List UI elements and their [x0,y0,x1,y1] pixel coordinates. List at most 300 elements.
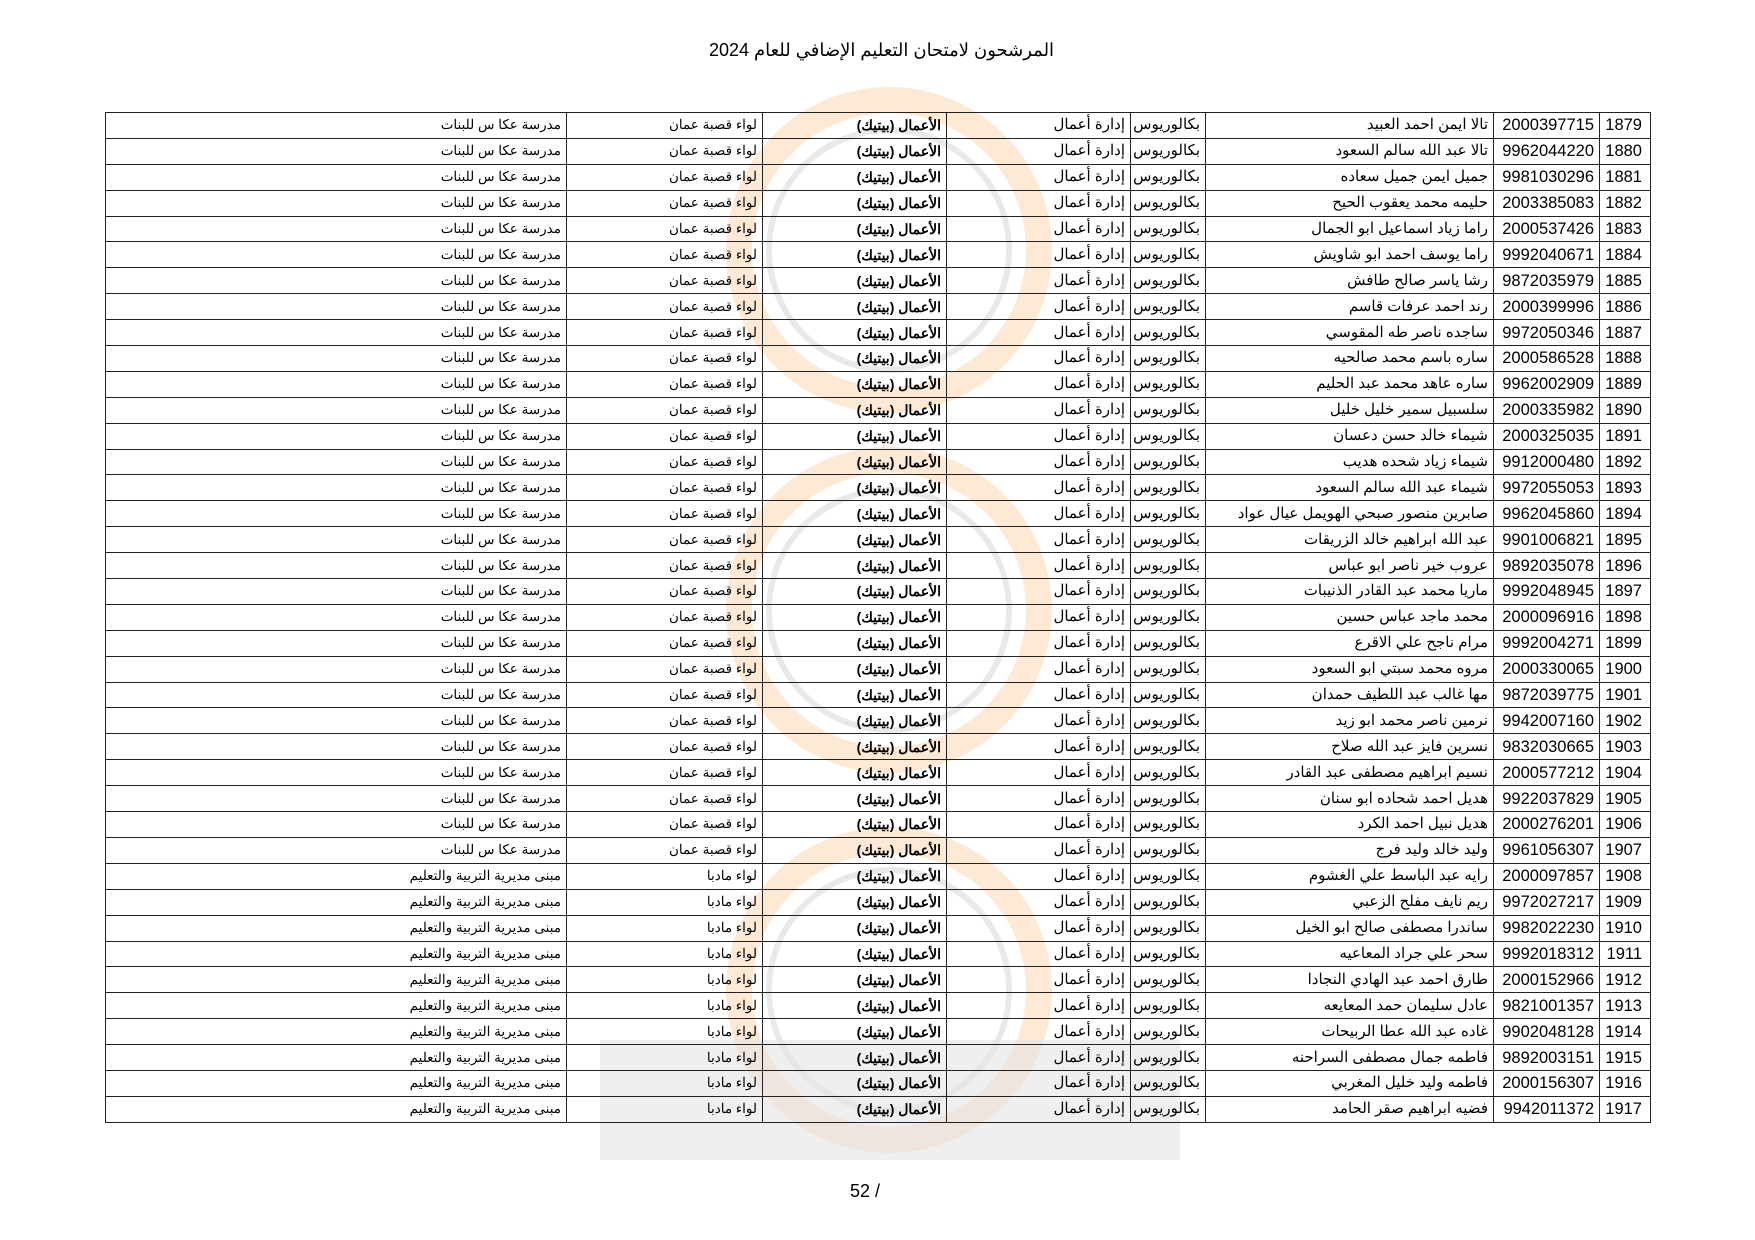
table-row [106,164,1651,190]
degree-cell: بكالوريوس [1131,1070,1206,1096]
district-cell: لواء قصبة عمان [567,837,763,863]
degree-cell: بكالوريوس [1131,604,1206,630]
national-id-cell: 2000156307 [1494,1070,1600,1096]
candidate-name-cell: سحر علي جراد المعاعيه [1206,941,1494,967]
degree-cell: بكالوريوس [1131,941,1206,967]
candidate-name-cell: ساندرا مصطفى صالح ابو الخيل [1206,915,1494,941]
specialization-cell: الأعمال (بيتيك) [763,320,947,346]
district-cell: لواء قصبة عمان [567,320,763,346]
district-cell: لواء مادبا [567,863,763,889]
exam-center-cell: مبنى مديرية التربية والتعليم [106,915,567,941]
row-number-cell: 1879 [1600,113,1651,139]
major-cell: إدارة أعمال [947,527,1131,553]
national-id-cell: 2000577212 [1494,760,1600,786]
major-cell: إدارة أعمال [947,449,1131,475]
row-number-cell: 1901 [1600,682,1651,708]
degree-cell: بكالوريوس [1131,993,1206,1019]
major-cell: إدارة أعمال [947,993,1131,1019]
candidate-name-cell: نرمين ناصر محمد ابو زيد [1206,708,1494,734]
major-cell: إدارة أعمال [947,113,1131,139]
table-row [106,397,1651,423]
candidates-table [105,112,1651,1123]
major-cell: إدارة أعمال [947,760,1131,786]
exam-center-cell: مدرسة عكا س للبنات [106,604,567,630]
candidate-name-cell: رايه عبد الباسط علي الغشوم [1206,863,1494,889]
exam-center-cell: مدرسة عكا س للبنات [106,682,567,708]
table-row [106,863,1651,889]
exam-center-cell: مدرسة عكا س للبنات [106,138,567,164]
row-number-cell: 1914 [1600,1019,1651,1045]
national-id-cell: 9892035078 [1494,553,1600,579]
row-number-cell: 1880 [1600,138,1651,164]
row-number-cell: 1896 [1600,553,1651,579]
major-cell: إدارة أعمال [947,475,1131,501]
district-cell: لواء مادبا [567,941,763,967]
specialization-cell: الأعمال (بيتيك) [763,423,947,449]
national-id-cell: 9972027217 [1494,889,1600,915]
major-cell: إدارة أعمال [947,837,1131,863]
major-cell: إدارة أعمال [947,553,1131,579]
district-cell: لواء قصبة عمان [567,786,763,812]
specialization-cell: الأعمال (بيتيك) [763,397,947,423]
row-number-cell: 1883 [1600,216,1651,242]
district-cell: لواء مادبا [567,967,763,993]
specialization-cell: الأعمال (بيتيك) [763,475,947,501]
national-id-cell: 2000537426 [1494,216,1600,242]
candidate-name-cell: رند احمد عرفات قاسم [1206,294,1494,320]
exam-center-cell: مبنى مديرية التربية والتعليم [106,1019,567,1045]
major-cell: إدارة أعمال [947,812,1131,838]
specialization-cell: الأعمال (بيتيك) [763,294,947,320]
national-id-cell: 9962044220 [1494,138,1600,164]
district-cell: لواء قصبة عمان [567,346,763,372]
national-id-cell: 2000276201 [1494,812,1600,838]
row-number-cell: 1890 [1600,397,1651,423]
district-cell: لواء قصبة عمان [567,113,763,139]
exam-center-cell: مبنى مديرية التربية والتعليم [106,941,567,967]
specialization-cell: الأعمال (بيتيك) [763,1096,947,1122]
specialization-cell: الأعمال (بيتيك) [763,682,947,708]
national-id-cell: 9942007160 [1494,708,1600,734]
row-number-cell: 1882 [1600,190,1651,216]
degree-cell: بكالوريوس [1131,190,1206,216]
table-row [106,242,1651,268]
degree-cell: بكالوريوس [1131,320,1206,346]
district-cell: لواء مادبا [567,1096,763,1122]
candidate-name-cell: رشا ياسر صالح طافش [1206,268,1494,294]
national-id-cell: 2000097857 [1494,863,1600,889]
exam-center-cell: مدرسة عكا س للبنات [106,656,567,682]
exam-center-cell: مدرسة عكا س للبنات [106,216,567,242]
specialization-cell: الأعمال (بيتيك) [763,837,947,863]
exam-center-cell: مدرسة عكا س للبنات [106,397,567,423]
candidate-name-cell: تالا عبد الله سالم السعود [1206,138,1494,164]
table-row [106,656,1651,682]
national-id-cell: 2000586528 [1494,346,1600,372]
national-id-cell: 9982022230 [1494,915,1600,941]
row-number-cell: 1903 [1600,734,1651,760]
specialization-cell: الأعمال (بيتيك) [763,1019,947,1045]
candidate-name-cell: غاده عبد الله عطا الربيحات [1206,1019,1494,1045]
district-cell: لواء قصبة عمان [567,553,763,579]
exam-center-cell: مبنى مديرية التربية والتعليم [106,1096,567,1122]
exam-center-cell: مدرسة عكا س للبنات [106,346,567,372]
district-cell: لواء قصبة عمان [567,423,763,449]
table-row [106,190,1651,216]
national-id-cell: 9992048945 [1494,579,1600,605]
candidate-name-cell: حليمه محمد يعقوب الحيح [1206,190,1494,216]
national-id-cell: 2000399996 [1494,294,1600,320]
major-cell: إدارة أعمال [947,1070,1131,1096]
candidate-name-cell: وليد خالد وليد فرج [1206,837,1494,863]
national-id-cell: 2000335982 [1494,397,1600,423]
exam-center-cell: مدرسة عكا س للبنات [106,786,567,812]
row-number-cell: 1886 [1600,294,1651,320]
exam-center-cell: مبنى مديرية التربية والتعليم [106,967,567,993]
national-id-cell: 9901006821 [1494,527,1600,553]
district-cell: لواء قصبة عمان [567,812,763,838]
candidate-name-cell: فضيه ابراهيم صقر الحامد [1206,1096,1494,1122]
degree-cell: بكالوريوس [1131,475,1206,501]
major-cell: إدارة أعمال [947,889,1131,915]
degree-cell: بكالوريوس [1131,656,1206,682]
national-id-cell: 9972050346 [1494,320,1600,346]
national-id-cell: 2000397715 [1494,113,1600,139]
candidate-name-cell: ريم نايف مفلح الزعبي [1206,889,1494,915]
district-cell: لواء مادبا [567,915,763,941]
candidate-name-cell: سلسبيل سمير خليل خليل [1206,397,1494,423]
major-cell: إدارة أعمال [947,423,1131,449]
exam-center-cell: مدرسة عكا س للبنات [106,371,567,397]
degree-cell: بكالوريوس [1131,837,1206,863]
national-id-cell: 2000152966 [1494,967,1600,993]
exam-center-cell: مدرسة عكا س للبنات [106,242,567,268]
degree-cell: بكالوريوس [1131,734,1206,760]
exam-center-cell: مدرسة عكا س للبنات [106,501,567,527]
exam-center-cell: مدرسة عكا س للبنات [106,113,567,139]
row-number-cell: 1915 [1600,1045,1651,1071]
degree-cell: بكالوريوس [1131,863,1206,889]
district-cell: لواء قصبة عمان [567,164,763,190]
exam-center-cell: مدرسة عكا س للبنات [106,527,567,553]
specialization-cell: الأعمال (بيتيك) [763,113,947,139]
major-cell: إدارة أعمال [947,268,1131,294]
exam-center-cell: مبنى مديرية التربية والتعليم [106,993,567,1019]
table-row [106,423,1651,449]
exam-center-cell: مدرسة عكا س للبنات [106,837,567,863]
specialization-cell: الأعمال (بيتيك) [763,760,947,786]
district-cell: لواء قصبة عمان [567,579,763,605]
candidate-name-cell: عروب خير ناصر ابو عباس [1206,553,1494,579]
row-number-cell: 1902 [1600,708,1651,734]
major-cell: إدارة أعمال [947,164,1131,190]
page-number: 52 / [850,1181,881,1201]
specialization-cell: الأعمال (بيتيك) [763,371,947,397]
exam-center-cell: مدرسة عكا س للبنات [106,423,567,449]
row-number-cell: 1916 [1600,1070,1651,1096]
major-cell: إدارة أعمال [947,708,1131,734]
table-row [106,346,1651,372]
row-number-cell: 1894 [1600,501,1651,527]
specialization-cell: الأعمال (بيتيك) [763,786,947,812]
major-cell: إدارة أعمال [947,371,1131,397]
exam-center-cell: مدرسة عكا س للبنات [106,708,567,734]
district-cell: لواء قصبة عمان [567,760,763,786]
major-cell: إدارة أعمال [947,786,1131,812]
district-cell: لواء قصبة عمان [567,656,763,682]
table-row [106,630,1651,656]
exam-center-cell: مبنى مديرية التربية والتعليم [106,889,567,915]
major-cell: إدارة أعمال [947,320,1131,346]
candidate-name-cell: صابرين منصور صبحي الهويمل عيال عواد [1206,501,1494,527]
candidate-name-cell: شيماء عبد الله سالم السعود [1206,475,1494,501]
table-row [106,760,1651,786]
major-cell: إدارة أعمال [947,630,1131,656]
district-cell: لواء قصبة عمان [567,268,763,294]
degree-cell: بكالوريوس [1131,371,1206,397]
candidate-name-cell: راما زياد اسماعيل ابو الجمال [1206,216,1494,242]
major-cell: إدارة أعمال [947,138,1131,164]
specialization-cell: الأعمال (بيتيك) [763,449,947,475]
district-cell: لواء قصبة عمان [567,682,763,708]
row-number-cell: 1910 [1600,915,1651,941]
exam-center-cell: مدرسة عكا س للبنات [106,268,567,294]
degree-cell: بكالوريوس [1131,216,1206,242]
district-cell: لواء قصبة عمان [567,734,763,760]
major-cell: إدارة أعمال [947,1019,1131,1045]
table-row [106,708,1651,734]
candidate-name-cell: مروه محمد سبتي ابو السعود [1206,656,1494,682]
specialization-cell: الأعمال (بيتيك) [763,889,947,915]
exam-center-cell: مبنى مديرية التربية والتعليم [106,1070,567,1096]
national-id-cell: 9942011372 [1494,1096,1600,1122]
table-row [106,553,1651,579]
candidate-name-cell: فاطمه جمال مصطفى السراحنه [1206,1045,1494,1071]
exam-center-cell: مدرسة عكا س للبنات [106,630,567,656]
national-id-cell: 9872035979 [1494,268,1600,294]
row-number-cell: 1885 [1600,268,1651,294]
major-cell: إدارة أعمال [947,190,1131,216]
degree-cell: بكالوريوس [1131,708,1206,734]
exam-center-cell: مبنى مديرية التربية والتعليم [106,863,567,889]
table-row [106,579,1651,605]
candidate-name-cell: تالا ايمن احمد العبيد [1206,113,1494,139]
candidate-name-cell: راما يوسف احمد ابو شاويش [1206,242,1494,268]
row-number-cell: 1908 [1600,863,1651,889]
row-number-cell: 1905 [1600,786,1651,812]
national-id-cell: 9992018312 [1494,941,1600,967]
table-row [106,604,1651,630]
row-number-cell: 1911 [1600,941,1651,967]
table-row [106,371,1651,397]
degree-cell: بكالوريوس [1131,1045,1206,1071]
specialization-cell: الأعمال (بيتيك) [763,967,947,993]
table-row [106,889,1651,915]
table-row [106,812,1651,838]
table-row [106,1045,1651,1071]
row-number-cell: 1904 [1600,760,1651,786]
degree-cell: بكالوريوس [1131,164,1206,190]
major-cell: إدارة أعمال [947,242,1131,268]
district-cell: لواء قصبة عمان [567,397,763,423]
candidate-name-cell: فاطمه وليد خليل المغربي [1206,1070,1494,1096]
national-id-cell: 2000096916 [1494,604,1600,630]
national-id-cell: 2000330065 [1494,656,1600,682]
national-id-cell: 9832030665 [1494,734,1600,760]
row-number-cell: 1900 [1600,656,1651,682]
national-id-cell: 9922037829 [1494,786,1600,812]
specialization-cell: الأعمال (بيتيك) [763,863,947,889]
row-number-cell: 1892 [1600,449,1651,475]
specialization-cell: الأعمال (بيتيك) [763,941,947,967]
degree-cell: بكالوريوس [1131,786,1206,812]
row-number-cell: 1891 [1600,423,1651,449]
national-id-cell: 9992004271 [1494,630,1600,656]
row-number-cell: 1887 [1600,320,1651,346]
district-cell: لواء مادبا [567,889,763,915]
national-id-cell: 9821001357 [1494,993,1600,1019]
major-cell: إدارة أعمال [947,915,1131,941]
specialization-cell: الأعمال (بيتيك) [763,242,947,268]
specialization-cell: الأعمال (بيتيك) [763,579,947,605]
national-id-cell: 2003385083 [1494,190,1600,216]
district-cell: لواء مادبا [567,1019,763,1045]
table-row [106,294,1651,320]
major-cell: إدارة أعمال [947,967,1131,993]
major-cell: إدارة أعمال [947,294,1131,320]
specialization-cell: الأعمال (بيتيك) [763,216,947,242]
candidate-name-cell: ساره باسم محمد صالحيه [1206,346,1494,372]
specialization-cell: الأعمال (بيتيك) [763,138,947,164]
degree-cell: بكالوريوس [1131,630,1206,656]
major-cell: إدارة أعمال [947,397,1131,423]
degree-cell: بكالوريوس [1131,760,1206,786]
specialization-cell: الأعمال (بيتيك) [763,708,947,734]
national-id-cell: 9972055053 [1494,475,1600,501]
specialization-cell: الأعمال (بيتيك) [763,190,947,216]
district-cell: لواء قصبة عمان [567,527,763,553]
exam-center-cell: مدرسة عكا س للبنات [106,320,567,346]
candidate-name-cell: عادل سليمان حمد المعايعه [1206,993,1494,1019]
degree-cell: بكالوريوس [1131,397,1206,423]
row-number-cell: 1917 [1600,1096,1651,1122]
degree-cell: بكالوريوس [1131,967,1206,993]
specialization-cell: الأعمال (بيتيك) [763,630,947,656]
degree-cell: بكالوريوس [1131,449,1206,475]
degree-cell: بكالوريوس [1131,113,1206,139]
row-number-cell: 1907 [1600,837,1651,863]
national-id-cell: 9961056307 [1494,837,1600,863]
table-row [106,1070,1651,1096]
row-number-cell: 1884 [1600,242,1651,268]
national-id-cell: 2000325035 [1494,423,1600,449]
exam-center-cell: مدرسة عكا س للبنات [106,449,567,475]
district-cell: لواء قصبة عمان [567,449,763,475]
district-cell: لواء قصبة عمان [567,708,763,734]
district-cell: لواء قصبة عمان [567,501,763,527]
specialization-cell: الأعمال (بيتيك) [763,346,947,372]
district-cell: لواء قصبة عمان [567,475,763,501]
table-row [106,993,1651,1019]
table-row [106,449,1651,475]
degree-cell: بكالوريوس [1131,682,1206,708]
degree-cell: بكالوريوس [1131,423,1206,449]
specialization-cell: الأعمال (بيتيك) [763,604,947,630]
candidate-name-cell: نسرين فايز عبد الله صلاح [1206,734,1494,760]
major-cell: إدارة أعمال [947,1096,1131,1122]
specialization-cell: الأعمال (بيتيك) [763,1070,947,1096]
specialization-cell: الأعمال (بيتيك) [763,734,947,760]
major-cell: إدارة أعمال [947,579,1131,605]
degree-cell: بكالوريوس [1131,242,1206,268]
specialization-cell: الأعمال (بيتيك) [763,527,947,553]
degree-cell: بكالوريوس [1131,553,1206,579]
degree-cell: بكالوريوس [1131,294,1206,320]
exam-center-cell: مدرسة عكا س للبنات [106,734,567,760]
candidate-name-cell: جميل ايمن جميل سعاده [1206,164,1494,190]
exam-center-cell: مدرسة عكا س للبنات [106,812,567,838]
candidate-name-cell: محمد ماجد عباس حسين [1206,604,1494,630]
national-id-cell: 9912000480 [1494,449,1600,475]
row-number-cell: 1909 [1600,889,1651,915]
national-id-cell: 9962002909 [1494,371,1600,397]
row-number-cell: 1895 [1600,527,1651,553]
district-cell: لواء قصبة عمان [567,371,763,397]
degree-cell: بكالوريوس [1131,527,1206,553]
specialization-cell: الأعمال (بيتيك) [763,164,947,190]
table-row [106,320,1651,346]
district-cell: لواء قصبة عمان [567,216,763,242]
candidate-name-cell: عبد الله ابراهيم خالد الزريقات [1206,527,1494,553]
table-row [106,113,1651,139]
degree-cell: بكالوريوس [1131,501,1206,527]
row-number-cell: 1889 [1600,371,1651,397]
candidate-name-cell: ساجده ناصر طه المقوسي [1206,320,1494,346]
degree-cell: بكالوريوس [1131,889,1206,915]
degree-cell: بكالوريوس [1131,138,1206,164]
table-row [106,475,1651,501]
specialization-cell: الأعمال (بيتيك) [763,553,947,579]
degree-cell: بكالوريوس [1131,346,1206,372]
national-id-cell: 9892003151 [1494,1045,1600,1071]
district-cell: لواء قصبة عمان [567,294,763,320]
table-row [106,216,1651,242]
national-id-cell: 9962045860 [1494,501,1600,527]
major-cell: إدارة أعمال [947,604,1131,630]
major-cell: إدارة أعمال [947,656,1131,682]
degree-cell: بكالوريوس [1131,1019,1206,1045]
candidate-name-cell: ساره عاهد محمد عبد الحليم [1206,371,1494,397]
major-cell: إدارة أعمال [947,734,1131,760]
major-cell: إدارة أعمال [947,682,1131,708]
degree-cell: بكالوريوس [1131,915,1206,941]
table-row [106,941,1651,967]
exam-center-cell: مدرسة عكا س للبنات [106,760,567,786]
degree-cell: بكالوريوس [1131,1096,1206,1122]
candidate-name-cell: هديل احمد شحاده ابو سنان [1206,786,1494,812]
degree-cell: بكالوريوس [1131,268,1206,294]
specialization-cell: الأعمال (بيتيك) [763,915,947,941]
specialization-cell: الأعمال (بيتيك) [763,268,947,294]
exam-center-cell: مدرسة عكا س للبنات [106,294,567,320]
major-cell: إدارة أعمال [947,941,1131,967]
district-cell: لواء قصبة عمان [567,630,763,656]
table-row [106,1019,1651,1045]
table-row [106,915,1651,941]
candidate-name-cell: مها غالب عبد اللطيف حمدان [1206,682,1494,708]
district-cell: لواء قصبة عمان [567,604,763,630]
row-number-cell: 1881 [1600,164,1651,190]
